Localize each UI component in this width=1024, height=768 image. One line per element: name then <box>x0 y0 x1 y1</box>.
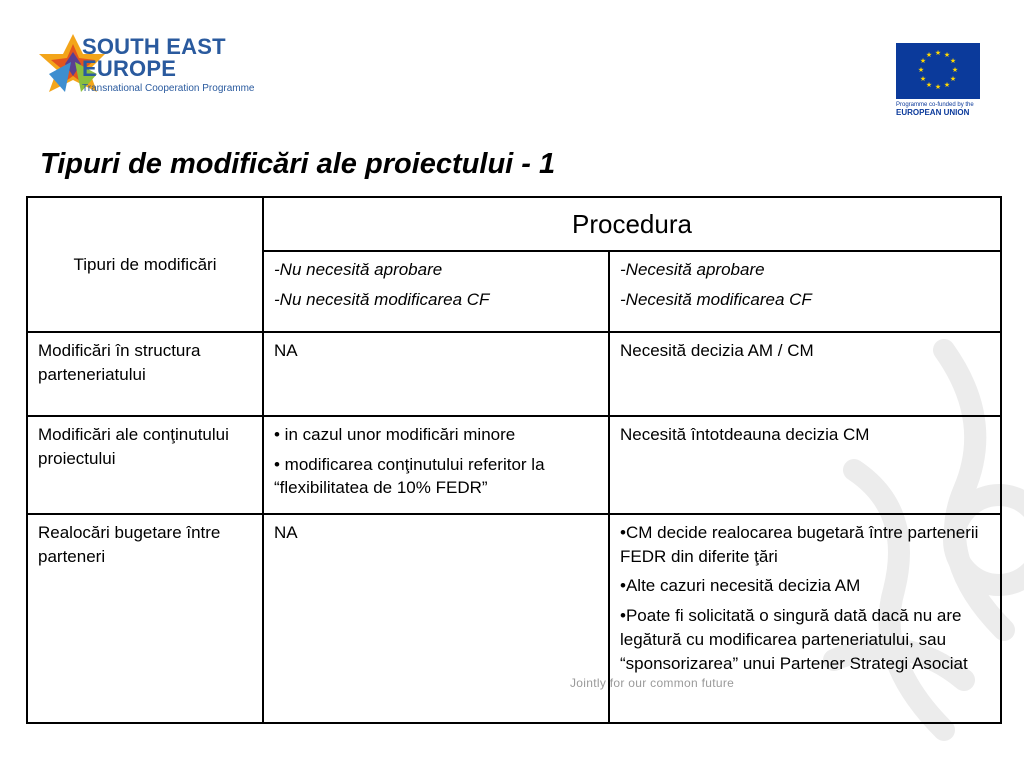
eu-caption-line-2: EUROPEAN UNION <box>896 108 970 117</box>
header-procedure: Procedura <box>263 197 1001 251</box>
subheader-text: -Nu necesită modificarea CF <box>274 289 490 309</box>
footer-tagline: Jointly for our common future <box>570 676 735 690</box>
logo-line-1: SOUTH EAST <box>82 34 226 59</box>
svg-text:★: ★ <box>934 50 942 57</box>
svg-text:★: ★ <box>949 76 957 83</box>
logo-line-2: EUROPE <box>82 56 177 81</box>
table-header-row <box>27 197 1001 251</box>
cell-text: •Alte cazuri necesită decizia AM <box>620 576 861 596</box>
row-col1 <box>263 332 609 416</box>
svg-text:★: ★ <box>943 52 951 59</box>
page-title: Tipuri de modificări ale proiectului - 1 <box>40 148 556 180</box>
modifications-table <box>26 196 1002 724</box>
cell-text: • modificarea conţinutului referitor la “flexibilitatea de 10% FEDR” <box>274 454 545 498</box>
cell-text: Necesită decizia AM / CM <box>620 340 814 360</box>
row-type: Modificări în structura parteneriatului <box>27 332 263 416</box>
eu-caption-line-1: Programme co-funded by the <box>896 102 974 108</box>
row-col1 <box>263 514 609 723</box>
eu-flag-icon <box>896 43 980 99</box>
table-row <box>27 514 1001 723</box>
svg-text:★: ★ <box>934 84 942 91</box>
cell-text: •CM decide realocarea bugetară între partenerii FEDR din diferite ţări <box>620 522 979 566</box>
eu-logo <box>896 43 982 117</box>
row-type: Realocări bugetare între parteneri <box>27 514 263 723</box>
subheader-approval <box>609 251 1001 332</box>
table-row <box>27 332 1001 416</box>
subheader-no-approval <box>263 251 609 332</box>
header-types: Tipuri de modificări <box>27 197 263 332</box>
table-row <box>27 416 1001 514</box>
cell-text: •Poate fi solicitată o singură dată dacă nu are legătură cu modificarea parteneriatului, sau “sponsorizarea” unui Partener Strategi Asociat <box>620 606 968 673</box>
svg-text:★: ★ <box>949 58 957 65</box>
subheader-text: -Necesită aprobare <box>620 260 765 279</box>
svg-text:★: ★ <box>917 67 925 74</box>
svg-text:★: ★ <box>919 58 927 65</box>
subheader-text: -Nu necesită aprobare <box>274 260 443 279</box>
row-col2 <box>609 332 1001 416</box>
svg-text:★: ★ <box>919 76 927 83</box>
row-type: Modificări ale conţinutului proiectului <box>27 416 263 514</box>
svg-text:★: ★ <box>925 52 933 59</box>
row-col2 <box>609 416 1001 514</box>
cell-text: NA <box>274 522 298 542</box>
logo-line-3: Transnational Cooperation Programme <box>82 83 255 94</box>
svg-text:★: ★ <box>925 82 933 89</box>
cell-text: NA <box>274 340 298 360</box>
svg-text:★: ★ <box>951 67 959 74</box>
row-col1 <box>263 416 609 514</box>
svg-text:★: ★ <box>943 82 951 89</box>
cell-text: Necesită întotdeauna decizia CM <box>620 424 870 444</box>
subheader-text: -Necesită modificarea CF <box>620 289 812 309</box>
cell-text: • in cazul unor modificări minore <box>274 424 516 444</box>
row-col2 <box>609 514 1001 723</box>
